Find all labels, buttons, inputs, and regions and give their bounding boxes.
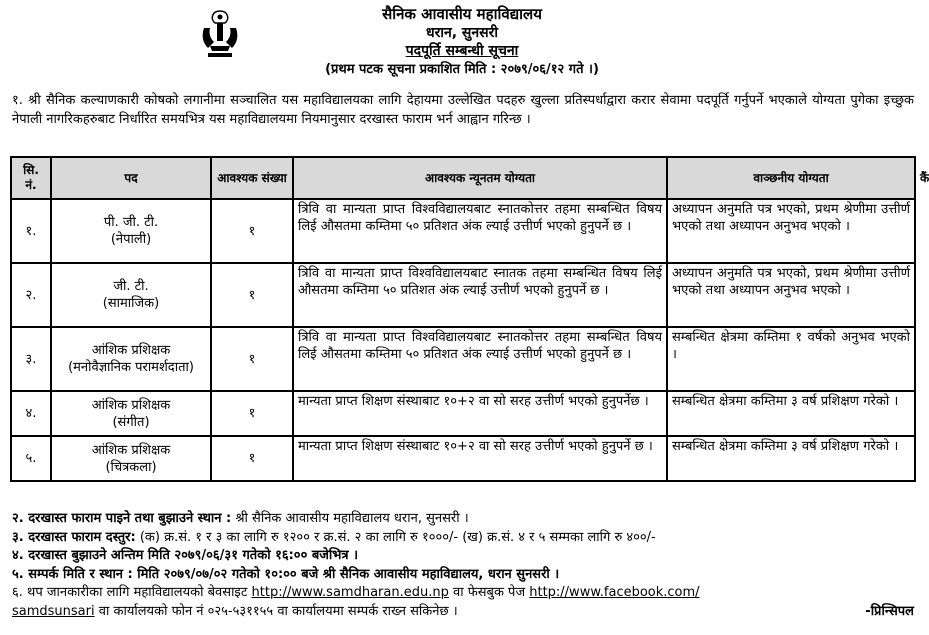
college-location: धरान, सुनसरी	[426, 25, 498, 41]
note-5: ५. सम्पर्क मिति र स्थान : मिति २०७९/०७/०२ गतेको १०:०० बजे श्री सैनिक आवासीय महाविद्यालय, धरान सुनसरी ।	[12, 566, 560, 582]
facebook-link[interactable]: http://www.facebook.com/	[529, 585, 700, 600]
post-title: आंशिक प्रशिक्षक	[91, 343, 171, 358]
note-3-label: ३. दरखास्त फाराम दस्तुर:	[12, 529, 136, 545]
note-2	[12, 510, 914, 529]
note-2-value: श्री सैनिक आवासीय महाविद्यालय धरान, सुनसरी ।	[235, 511, 469, 526]
intro-paragraph: १. श्री सैनिक कल्याणकारी कोषको लगानीमा सञ्चालित यस महाविद्यालयका लागि देहायमा उल्लेखित पदहरु खुल्ला प्रतिस्पर्धाद्वारा करार सेवामा पदपूर्ति गर्नुपर्ने भएकाले योग्यता पुगेका इच्छुक नेपाली नागरिकहरुबाट निर्धारित समयभित्र यस महाविद्यालयमा नियमानुसार दरखास्त फाराम भर्न आह्वान गरिन्छ ।	[12, 93, 914, 127]
post-title: जी. टी.	[113, 279, 149, 294]
note-6-pre: ६. थप जानकारीका लागि महाविद्यालयको बेवसाइट	[12, 585, 248, 600]
note-6-mid: वा फेसबुक पेज	[452, 585, 526, 600]
cell-min-qual: त्रिवि वा मान्यता प्राप्त विश्वविद्यालयबाट स्नातकोत्तर तहमा सम्बन्धित विषय लिई औसतमा कम्तिमा ५० प्रतिशत अंक ल्याई उत्तीर्ण भएको हुनुपर्ने छ ।	[293, 327, 667, 391]
header-count: आवश्यक संख्या	[211, 157, 293, 199]
note-3	[12, 529, 914, 548]
cell-sn: १.	[11, 199, 51, 263]
cell-pref-qual: सम्बन्धित क्षेत्रमा कम्तिमा ३ वर्ष प्रशिक्षण गरेको ।	[667, 436, 915, 481]
note-6	[12, 584, 914, 603]
post-subject: (मनोवैज्ञानिक परामर्शदाता)	[68, 360, 194, 375]
note-6-post: वा कार्यालयको फोन नं ०२५-५३११५५ वा कार्यालयमा सम्पर्क राख्न सकिनेछ ।	[98, 603, 458, 619]
cell-pref-qual: अध्यापन अनुमति पत्र भएको, प्रथम श्रेणीमा उत्तीर्ण भएको तथा अध्यापन अनुभव भएको ।	[667, 263, 915, 327]
cell-pref-qual: सम्बन्धित क्षेत्रमा कम्तिमा १ वर्षको अनुभव भएको ।	[667, 327, 915, 391]
header-min-qual: आवश्यक न्यूनतम योग्यता	[293, 157, 667, 199]
cell-post	[51, 263, 211, 327]
post-title: आंशिक प्रशिक्षक	[91, 442, 171, 458]
cell-sn: २.	[11, 263, 51, 327]
cell-count: १	[211, 327, 293, 391]
notes-section	[12, 510, 914, 621]
post-subject: (नेपाली)	[110, 232, 152, 247]
post-subject: (सामाजिक)	[102, 296, 160, 311]
website-link[interactable]: http://www.samdharan.edu.np	[251, 585, 449, 600]
publish-date: (प्रथम पटक सूचना प्रकाशित मिति : २०७९/०६/१२ गते ।)	[325, 62, 599, 77]
cell-count: १	[211, 199, 293, 263]
post-title: आंशिक प्रशिक्षक	[91, 397, 171, 413]
cell-min-qual: त्रिवि वा मान्यता प्राप्त विश्वविद्यालयबाट स्नातक तहमा सम्बन्धित विषय लिई औसतमा कम्तिमा ५० प्रतिशत अंक ल्याई उत्तीर्ण भएको हुनुपर्ने छ ।	[293, 263, 667, 327]
note-3-value: (क) क्र.सं. १ र ३ का लागि रु १२०० र क्र.सं. २ का लागि रु १०००/- (ख) क्र.सं. ४ र ५ सम्मका लागि रु ४००/-	[139, 529, 656, 545]
principal-signature: -प्रिन्सिपल	[865, 603, 914, 619]
table-row	[11, 327, 915, 391]
table-row	[11, 199, 915, 263]
note-4: ४. दरखास्त बुझाउने अन्तिम मिति २०७९/०६/३१ गतेको १६:०० बजेभित्र ।	[12, 548, 359, 563]
cell-post	[51, 391, 211, 436]
table-row	[11, 391, 915, 436]
cell-count: १	[211, 436, 293, 481]
notice-subject: पदपूर्ति सम्बन्धी सूचना	[405, 43, 519, 59]
header-pref-qual: वाञ्छनीय योग्यता	[667, 157, 915, 199]
header-post: पद	[51, 157, 211, 199]
post-title: पी. जी. टी.	[103, 215, 159, 230]
table-row	[11, 436, 915, 481]
cell-min-qual: मान्यता प्राप्त शिक्षण संस्थाबाट १०+२ वा सो सरह उत्तीर्ण भएको हुनुपर्नेछ ।	[293, 391, 667, 436]
cell-count: १	[211, 263, 293, 327]
note-2-label: २. दरखास्त फाराम पाइने तथा बुझाउने स्थान :	[12, 511, 232, 526]
cell-post	[51, 327, 211, 391]
cell-post	[51, 436, 211, 481]
cell-pref-qual: सम्बन्धित क्षेत्रमा कम्तिमा ३ वर्ष प्रशिक्षण गरेको ।	[667, 391, 915, 436]
cell-min-qual: मान्यता प्राप्त शिक्षण संस्थाबाट १०+२ वा सो सरह उत्तीर्ण भएको हुनुपर्ने छ ।	[293, 436, 667, 481]
cell-sn: ४.	[11, 391, 51, 436]
cell-pref-qual: अध्यापन अनुमति पत्र भएको, प्रथम श्रेणीमा उत्तीर्ण भएको तथा अध्यापन अनुभव भएको ।	[667, 199, 915, 263]
header-sn: सि. नं.	[11, 157, 51, 199]
cell-min-qual: त्रिवि वा मान्यता प्राप्त विश्वविद्यालयबाट स्नातकोत्तर तहमा सम्बन्धित विषय लिई औसतमा कम्तिमा ५० प्रतिशत अंक ल्याई उत्तीर्ण भएको हुनुपर्ने छ ।	[293, 199, 667, 263]
college-title: सैनिक आवासीय महाविद्यालय	[382, 5, 542, 23]
notice-header	[0, 4, 924, 79]
post-subject: (संगीत)	[112, 414, 150, 430]
facebook-link-cont[interactable]: samdsunsari	[12, 603, 95, 619]
note-6-cont	[12, 603, 914, 622]
table-header-row: सि. नं. पद आवश्यक संख्या आवश्यक न्यूनतम योग्यता वाञ्छनीय योग्यता कैं	[11, 157, 915, 199]
cell-sn: ३.	[11, 327, 51, 391]
vacancy-table	[10, 156, 929, 482]
post-subject: (चित्रकला)	[105, 459, 157, 475]
table-row	[11, 263, 915, 327]
cell-count: १	[211, 391, 293, 436]
cell-sn: ५.	[11, 436, 51, 481]
cell-post	[51, 199, 211, 263]
